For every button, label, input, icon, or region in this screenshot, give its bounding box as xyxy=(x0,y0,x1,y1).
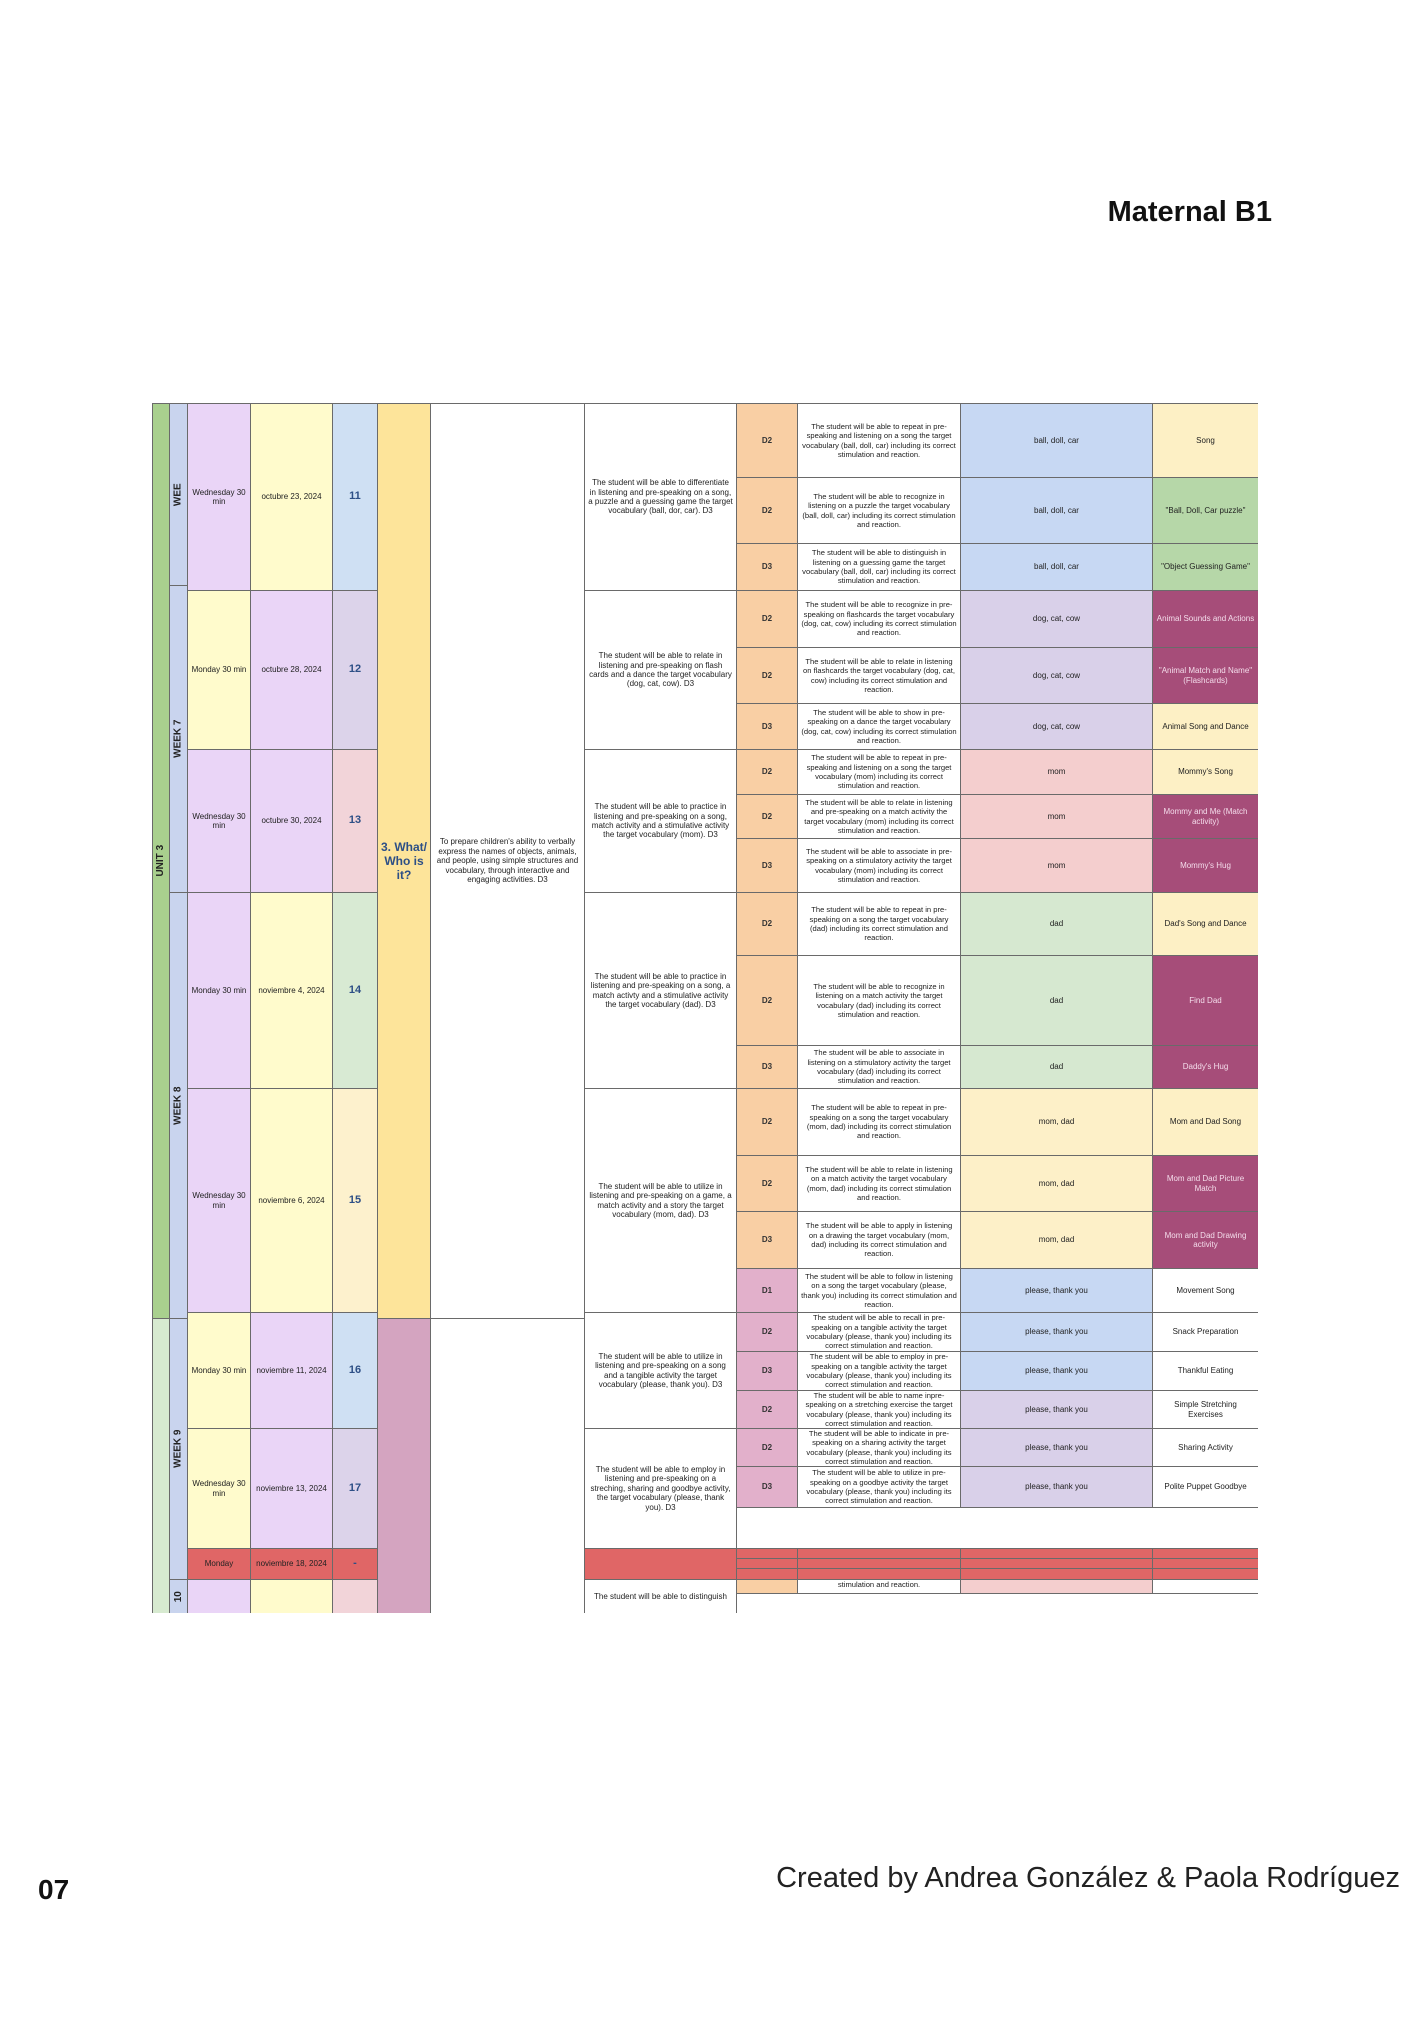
unit-next xyxy=(152,1318,170,1613)
target-vocabulary xyxy=(960,477,1153,544)
activity-name xyxy=(1152,1045,1258,1089)
activity-name-text: Daddy's Hug xyxy=(1182,1062,1229,1072)
activity-objective xyxy=(797,1045,961,1089)
competency-code-text: D3 xyxy=(761,860,773,870)
activity-objective-text: The student will be able to relate in listening on a match activity the target vocabulary (mom, dad) including its correct stimulation and reaction. xyxy=(805,1164,953,1202)
session-day-text: Wednesday 30 min xyxy=(192,811,246,830)
week-7-label xyxy=(169,585,188,893)
activity-objective xyxy=(797,955,961,1046)
activity-objective-text: The student will be able to repeat in pre-speaking and listening on a song the target vocabulary (mom) including its correct stimulation and reaction. xyxy=(806,753,952,791)
competency-code xyxy=(736,1312,798,1352)
target-vocabulary-text: dad xyxy=(1049,1062,1064,1072)
competency-code xyxy=(736,892,798,956)
competency-code-text: D2 xyxy=(761,767,773,777)
session-day-text: Monday 30 min xyxy=(191,1365,247,1375)
class-objective xyxy=(584,1088,737,1313)
activity-objective-text: The student will be able to employ in pre-speaking on a tangible activity the target vocabulary (please, thank you) including its correct stimulation and reaction. xyxy=(806,1352,952,1390)
activity-name-text: Find Dad xyxy=(1189,995,1222,1005)
target-vocabulary-text: mom, dad xyxy=(1038,1235,1075,1245)
session-day-text: Monday 30 min xyxy=(191,985,247,995)
target-vocabulary-text: mom, dad xyxy=(1038,1117,1075,1127)
target-vocabulary xyxy=(960,1268,1153,1313)
activity-name-text: "Ball, Doll, Car puzzle" xyxy=(1165,505,1246,515)
session-day xyxy=(187,749,251,893)
competency-code xyxy=(736,1268,798,1313)
target-vocabulary-text: dog, cat, cow xyxy=(1032,670,1081,680)
competency-code-text: D2 xyxy=(761,1117,773,1127)
activity-name-text: Animal Sounds and Actions xyxy=(1156,614,1255,624)
competency-code-text: D3 xyxy=(761,1482,773,1492)
class-number xyxy=(332,1548,378,1580)
activity-objective-text: The student will be able to recall in pre-speaking on a tangible activity the target vocabulary (please, thank you) including its correct stimulation and reaction. xyxy=(806,1313,952,1351)
target-vocabulary-text: dog, cat, cow xyxy=(1032,721,1081,731)
activity-name xyxy=(1152,543,1258,591)
target-vocabulary xyxy=(960,1428,1153,1467)
activity-objective-text: The student will be able to associate in listening on a stimulatory activity the target vocabulary (dad) including its correct stimulation and reaction. xyxy=(807,1048,951,1086)
session-date-text: noviembre 4, 2024 xyxy=(258,985,325,995)
activity-objective xyxy=(797,403,961,478)
session-date xyxy=(250,590,333,750)
activity-name-text: Mommy's Hug xyxy=(1180,860,1231,870)
target-vocabulary-text: please, thank you xyxy=(1025,1366,1088,1376)
target-vocabulary xyxy=(960,1045,1153,1089)
competency-code xyxy=(736,1351,798,1391)
class-number xyxy=(332,590,378,750)
session-date-text: noviembre 18, 2024 xyxy=(256,1559,327,1569)
activity-objective xyxy=(797,1428,961,1467)
competency-code-text: D1 xyxy=(761,1285,773,1295)
competency-code xyxy=(736,1466,798,1508)
activity-name xyxy=(1152,955,1258,1046)
session-day-text: Monday 30 min xyxy=(191,665,247,675)
theme-next xyxy=(377,1318,431,1613)
class-number xyxy=(332,1428,378,1549)
session-date-text: octubre 28, 2024 xyxy=(261,665,322,675)
class-number-text: 15 xyxy=(348,1193,362,1206)
activity-objective xyxy=(797,590,961,648)
target-vocabulary-text: dad xyxy=(1049,919,1064,929)
activity-name-text: Sharing Activity xyxy=(1178,1442,1233,1452)
activity-objective xyxy=(797,1390,961,1429)
activity-objective-text: stimulation and reaction. xyxy=(837,1580,921,1590)
class-number xyxy=(332,749,378,893)
activity-name-text: Simple Stretching Exercises xyxy=(1174,1400,1237,1419)
activity-name-text: Polite Puppet Goodbye xyxy=(1164,1482,1247,1492)
session-date-next xyxy=(250,1579,333,1613)
target-vocabulary xyxy=(960,749,1153,795)
class-number xyxy=(332,403,378,591)
week-9-label xyxy=(169,1318,188,1580)
unit-objective xyxy=(430,403,585,1319)
class-objective-text: The student will be able to distinguish xyxy=(594,1591,727,1601)
session-day xyxy=(187,590,251,750)
target-vocabulary-text: mom xyxy=(1047,767,1066,777)
session-date xyxy=(250,749,333,893)
target-vocabulary-text: please, thank you xyxy=(1025,1482,1088,1492)
target-vocabulary-text: mom xyxy=(1047,860,1066,870)
page-number: 07 xyxy=(38,1874,70,1905)
competency-code xyxy=(736,647,798,704)
activity-name xyxy=(1152,794,1258,839)
class-number-text: 17 xyxy=(348,1481,362,1494)
class-objective-text: The student will be able to practice in listening and pre-speaking on a song, match activity and a stimulative activity the target vocabulary (mom). D3 xyxy=(591,802,730,840)
session-date-text: octubre 30, 2024 xyxy=(261,816,322,826)
class-objective xyxy=(584,1428,737,1549)
session-day xyxy=(187,1312,251,1429)
competency-code xyxy=(736,749,798,795)
target-vocabulary-text: ball, doll, car xyxy=(1034,562,1079,572)
target-vocabulary-text: please, thank you xyxy=(1025,1285,1088,1295)
target-vocabulary xyxy=(960,1211,1153,1269)
class-objective xyxy=(584,1312,737,1429)
activity-objective-text: The student will be able to apply in listening on a drawing the target vocabulary (mom, dad) including its correct stimulation and reaction. xyxy=(805,1221,953,1259)
activity-objective-text: The student will be able to repeat in pre-speaking on a song the target vocabulary (dad) including its correct stimulation and reaction. xyxy=(809,905,949,943)
activity-objective-text: The student will be able to repeat in pre-speaking on a song the target vocabulary (mom, dad) including its correct stimulation and reaction. xyxy=(806,1103,952,1141)
activity-objective-text: The student will be able to name inpre-speaking on a stretching exercise the target vocabulary (please, thank you) including its correct stimulation and reaction. xyxy=(805,1390,953,1428)
competency-code-text: D3 xyxy=(761,1235,773,1245)
class-number xyxy=(332,1312,378,1429)
competency-code xyxy=(736,590,798,648)
activity-name-text: Mom and Dad Picture Match xyxy=(1166,1174,1245,1193)
activity-objective xyxy=(797,647,961,704)
class-objective xyxy=(584,749,737,893)
activity-objective-text: The student will be able to associate in pre-speaking on a stimulatory activity the target vocabulary (mom) including its correct stimulation and reaction. xyxy=(805,846,953,884)
competency-code-text: D2 xyxy=(761,670,773,680)
activity-objective-text: The student will be able to repeat in pre-speaking and listening on a song the target vocabulary (ball, doll, car) including its correct stimulation and reaction. xyxy=(802,421,956,459)
target-vocabulary-text: dog, cat, cow xyxy=(1032,614,1081,624)
activity-objective xyxy=(797,543,961,591)
activity-name xyxy=(1152,1390,1258,1429)
class-number-text: 12 xyxy=(348,663,362,676)
activity-objective-text: The student will be able to relate in listening on flashcards the target vocabulary (dog, cat, cow) including its correct stimulation and reaction. xyxy=(803,656,955,694)
session-date-text: noviembre 6, 2024 xyxy=(258,1195,325,1205)
target-vocabulary-text: mom xyxy=(1047,811,1066,821)
session-day xyxy=(187,892,251,1089)
theme-label-text: 3. What/ Who is it? xyxy=(381,840,428,882)
class-objective xyxy=(584,892,737,1089)
class-objective-text: The student will be able to utilize in listening and pre-speaking on a game, a match activity and a story the target vocabulary (mom, dad). D3 xyxy=(589,1181,732,1219)
activity-objective xyxy=(797,1155,961,1212)
session-day-text: Wednesday 30 min xyxy=(192,487,246,506)
session-date-text: noviembre 11, 2024 xyxy=(256,1365,327,1375)
activity-name xyxy=(1152,838,1258,893)
activity-name-text: Mom and Dad Song xyxy=(1169,1117,1242,1127)
class-objective xyxy=(584,590,737,750)
competency-code-text: D2 xyxy=(761,811,773,821)
target-vocabulary-text: dad xyxy=(1049,995,1064,1005)
class-objective xyxy=(584,1579,737,1613)
class-number-text: 11 xyxy=(349,490,361,503)
target-vocabulary xyxy=(960,1155,1153,1212)
week-7-label-text: WEEK 7 xyxy=(172,719,184,759)
activity-objective-text: The student will be able to recognize in pre-speaking on flashcards the target vocabulary (dog, cat, cow) including its correct stimulation and reaction. xyxy=(801,600,957,638)
competency-code xyxy=(736,543,798,591)
competency-code xyxy=(736,955,798,1046)
holiday-vocab xyxy=(960,1568,1153,1580)
activity-name xyxy=(1152,1268,1258,1313)
target-vocabulary xyxy=(960,703,1153,750)
lesson-plan-table xyxy=(152,403,1258,1613)
class-number xyxy=(332,892,378,1089)
session-date-text: octubre 23, 2024 xyxy=(261,492,322,502)
class-number-text: - xyxy=(353,1557,357,1570)
week-8-label xyxy=(169,892,188,1319)
credits: Created by Andrea González & Paola Rodríguez xyxy=(776,1862,1400,1894)
holiday-objective xyxy=(584,1548,737,1580)
activity-name xyxy=(1152,647,1258,704)
competency-code-text: D2 xyxy=(761,1404,773,1414)
class-number-next xyxy=(332,1579,378,1613)
activity-objective xyxy=(797,477,961,544)
activity-objective xyxy=(797,1312,961,1352)
target-vocabulary-text: please, thank you xyxy=(1025,1327,1088,1337)
target-vocabulary xyxy=(960,403,1153,478)
activity-name-text: Mom and Dad Drawing activity xyxy=(1164,1230,1247,1249)
target-vocabulary-text: mom, dad xyxy=(1038,1178,1075,1188)
competency-code xyxy=(736,403,798,478)
activity-objective xyxy=(797,703,961,750)
activity-name-text: "Object Guessing Game" xyxy=(1161,562,1250,572)
class-objective-text: The student will be able to employ in listening and pre-speaking on a streching, sharing and goodbye activity, the target vocabulary (please, thank you). D3 xyxy=(590,1464,731,1512)
week-10-label xyxy=(169,1579,188,1613)
competency-code xyxy=(736,838,798,893)
session-day xyxy=(187,1428,251,1549)
class-number-text: 14 xyxy=(348,983,362,996)
session-day-next xyxy=(187,1579,251,1613)
activity-objective xyxy=(797,1088,961,1156)
unit-label xyxy=(152,403,170,1319)
session-day xyxy=(187,1088,251,1313)
activity-objective xyxy=(797,749,961,795)
competency-code xyxy=(736,1045,798,1089)
activity-name-text: Snack Preparation xyxy=(1172,1327,1239,1337)
session-day-text: Monday xyxy=(204,1559,234,1569)
theme-label xyxy=(377,403,431,1319)
week-8-label-text: WEEK 8 xyxy=(172,1086,184,1125)
session-date xyxy=(250,892,333,1089)
activity-objective xyxy=(797,1211,961,1269)
session-date xyxy=(250,403,333,591)
activity-objective-text: The student will be able to relate in listening and pre-speaking on a match activity the target vocabulary (mom) including its correct stimulation and reaction. xyxy=(804,797,954,835)
activity-objective-text: The student will be able to show in pre-speaking on a dance the target vocabulary (dog, cat, cow) including its correct stimulation and reaction. xyxy=(801,707,957,745)
activity-objective xyxy=(797,838,961,893)
session-date xyxy=(250,1428,333,1549)
session-day xyxy=(187,403,251,591)
class-number-text: 16 xyxy=(348,1363,362,1376)
target-vocabulary-text: ball, doll, car xyxy=(1034,505,1079,515)
unit-label-text: UNIT 3 xyxy=(155,845,167,877)
activity-name-text: Mommy's Song xyxy=(1178,767,1233,777)
activity-objective xyxy=(797,1466,961,1508)
activity-name xyxy=(1152,892,1258,956)
session-day-text: Wednesday 30 min xyxy=(192,1479,246,1498)
activity-objective xyxy=(797,1268,961,1313)
competency-code-text: D2 xyxy=(761,995,773,1005)
activity-objective-text: The student will be able to recognize in listening on a puzzle the target vocabulary (ball, doll, car) including its correct stimulation and reaction. xyxy=(802,491,956,529)
activity-name-text: Mommy and Me (Match activity) xyxy=(1163,807,1248,826)
target-vocabulary xyxy=(960,590,1153,648)
competency-code-text: D2 xyxy=(761,435,773,445)
activity-name-text: "Animal Match and Name" (Flashcards) xyxy=(1158,666,1253,685)
competency-code xyxy=(736,1155,798,1212)
activity-name-text: Song xyxy=(1196,435,1215,445)
holiday-activity xyxy=(797,1568,961,1580)
week-10-label-text: 10 xyxy=(172,1590,184,1603)
activity-name xyxy=(1152,1312,1258,1352)
target-vocabulary xyxy=(960,1088,1153,1156)
week-9-label-text: WEEK 9 xyxy=(172,1429,184,1469)
target-vocabulary-text: please, thank you xyxy=(1025,1442,1088,1452)
competency-code-text: D2 xyxy=(761,919,773,929)
class-objective-text: The student will be able to utilize in listening and pre-speaking on a song and a tangible activity the target vocabulary (please, thank you). D3 xyxy=(595,1351,726,1389)
activity-name xyxy=(1152,403,1258,478)
competency-code-text: D3 xyxy=(761,562,773,572)
session-day-text: Wednesday 30 min xyxy=(192,1191,246,1210)
unit-objective-next xyxy=(430,1318,585,1613)
competency-code-text: D2 xyxy=(761,1442,773,1452)
session-date xyxy=(250,1548,333,1580)
competency-code xyxy=(736,1088,798,1156)
target-vocabulary xyxy=(960,892,1153,956)
activity-objective-text: The student will be able to utilize in pre-speaking on a goodbye activity the target vocabulary (please, thank you) including its correct stimulation and reaction. xyxy=(806,1468,952,1506)
activity-name xyxy=(1152,1428,1258,1467)
activity-objective-text: The student will be able to follow in listening on a song the target vocabulary (please, thank you) including its correct stimulation and reaction. xyxy=(801,1271,957,1309)
session-date-text: noviembre 13, 2024 xyxy=(256,1483,327,1493)
activity-name xyxy=(1152,1088,1258,1156)
competency-code-text: D2 xyxy=(761,1327,773,1337)
competency-code-text: D2 xyxy=(761,505,773,515)
holiday-name xyxy=(1152,1568,1258,1580)
class-objective-text: The student will be able to differentiate in listening and pre-speaking on a song, a puzzle and a guessing game the target vocabulary (ball, dor, car). D3 xyxy=(588,478,733,516)
class-objective xyxy=(584,403,737,591)
activity-name xyxy=(1152,703,1258,750)
activity-name-text: Dad's Song and Dance xyxy=(1164,919,1247,929)
class-number-text: 13 xyxy=(348,814,362,827)
page-title: Maternal B1 xyxy=(1107,196,1272,228)
target-vocabulary xyxy=(960,1312,1153,1352)
activity-name-text: Movement Song xyxy=(1176,1285,1235,1295)
holiday-code xyxy=(736,1568,798,1580)
week-6-label-text: WEE xyxy=(172,483,184,506)
competency-code xyxy=(736,477,798,544)
competency-code-text: D3 xyxy=(761,1062,773,1072)
activity-objective-text: The student will be able to distinguish in listening on a guessing game the target vocabulary (ball, doll, car) including its correct stimulation and reaction. xyxy=(802,548,956,586)
target-vocabulary xyxy=(960,794,1153,839)
activity-name-text: Animal Song and Dance xyxy=(1162,721,1249,731)
target-vocabulary xyxy=(960,1351,1153,1391)
session-date xyxy=(250,1088,333,1313)
activity-objective xyxy=(797,1351,961,1391)
competency-code xyxy=(736,703,798,750)
class-objective-text: The student will be able to practice in listening and pre-speaking on a song, a match activty and a stimulative activity the target vocabulary (dad). D3 xyxy=(590,971,731,1009)
target-vocabulary-text: ball, doll, car xyxy=(1034,435,1079,445)
target-vocabulary xyxy=(960,838,1153,893)
unit-objective-text: To prepare children's ability to verbally express the names of objects, animals, and people, using simple structures and vocabulary, through interactive and engaging activities. D3 xyxy=(436,837,579,885)
competency-code-text: D3 xyxy=(761,721,773,731)
class-objective-text: The student will be able to relate in listening and pre-speaking on flash cards and a dance the target vocabulary (dog, cat, cow). D3 xyxy=(589,651,732,689)
activity-name xyxy=(1152,749,1258,795)
activity-objective-text: The student will be able to recognize in listening on a match activity the target vocabulary (dad) including its correct stimulation and reaction. xyxy=(813,981,945,1019)
class-number xyxy=(332,1088,378,1313)
activity-name xyxy=(1152,477,1258,544)
competency-code xyxy=(736,794,798,839)
competency-code-text: D3 xyxy=(761,1366,773,1376)
session-date xyxy=(250,1312,333,1429)
activity-objective xyxy=(797,794,961,839)
target-vocabulary xyxy=(960,543,1153,591)
activity-name xyxy=(1152,1155,1258,1212)
target-vocabulary xyxy=(960,1390,1153,1429)
activity-name-text: Thankful Eating xyxy=(1177,1366,1234,1376)
competency-code-text: D2 xyxy=(761,614,773,624)
competency-code-text: D2 xyxy=(761,1178,773,1188)
week-6-label xyxy=(169,403,188,586)
target-vocabulary xyxy=(960,955,1153,1046)
competency-code xyxy=(736,1390,798,1429)
target-vocabulary-text: please, thank you xyxy=(1025,1404,1088,1414)
competency-code xyxy=(736,1428,798,1467)
session-day xyxy=(187,1548,251,1580)
target-vocabulary xyxy=(960,1466,1153,1508)
activity-name xyxy=(1152,590,1258,648)
competency-code xyxy=(736,1211,798,1269)
activity-objective xyxy=(797,892,961,956)
activity-name xyxy=(1152,1466,1258,1508)
activity-name xyxy=(1152,1351,1258,1391)
activity-objective-text: The student will be able to indicate in pre-speaking on a sharing activity the target vocabulary (please, thank you) including its correct stimulation and reaction. xyxy=(806,1428,952,1466)
activity-name xyxy=(1152,1211,1258,1269)
target-vocabulary xyxy=(960,647,1153,704)
